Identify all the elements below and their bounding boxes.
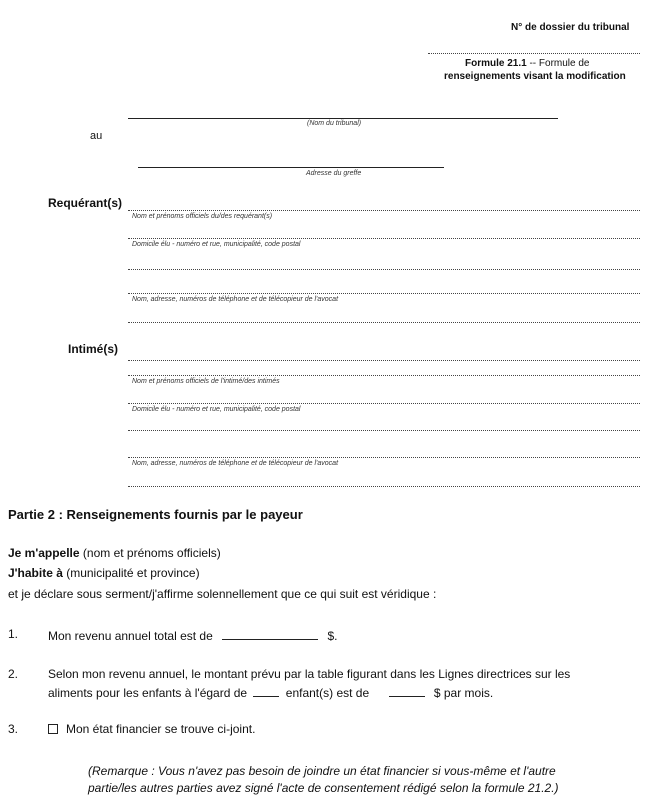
court-file-number-label: N° de dossier du tribunal [511, 22, 630, 33]
item1-row [48, 627, 337, 643]
item2-text-c: $ par mois. [433, 686, 494, 700]
item2-line1: Selon mon revenu annuel, le montant prévu par la table figurant dans les Lignes directrices sur les [48, 667, 571, 681]
item1-text: Mon revenu annuel total est de [48, 629, 213, 643]
payer-name-label: Je m'appelle [8, 546, 80, 560]
respondent-lawyer-field-2[interactable] [128, 486, 640, 487]
applicant-lawyer-field[interactable] [128, 293, 640, 294]
applicant-address-field-2[interactable] [128, 269, 640, 270]
respondent-address-caption: Domicile élu - numéro et rue, municipalité, code postal [132, 406, 301, 413]
note-line2: partie/les autres parties avez signé l'acte de consentement rédigé selon la formule 21.2.) [88, 781, 559, 795]
payer-name-row [8, 546, 221, 560]
item2-number: 2. [8, 667, 19, 681]
item3-number: 3. [8, 722, 19, 736]
item2-line2 [48, 684, 493, 700]
court-name-field[interactable] [128, 118, 558, 119]
note-line1: (Remarque : Vous n'avez pas besoin de joindre un état financier si vous-même et l'autre [88, 764, 556, 778]
payer-residence-label: J'habite à [8, 566, 63, 580]
item2-text-a: aliments pour les enfants à l'égard de [48, 686, 248, 700]
respondent-lawyer-field[interactable] [128, 457, 640, 458]
respondent-lawyer-caption: Nom, adresse, numéros de téléphone et de télécopieur de l'avocat [132, 460, 339, 467]
court-name-caption: (Nom du tribunal) [307, 120, 362, 127]
respondent-address-field[interactable] [128, 403, 640, 404]
payer-residence-hint: (municipalité et province) [62, 566, 200, 580]
applicant-lawyer-field-2[interactable] [128, 322, 640, 323]
payer-residence-row [8, 566, 200, 580]
court-address-field[interactable] [138, 167, 444, 168]
applicant-name-caption: Nom et prénoms officiels du/des requérant(s) [132, 213, 273, 220]
financial-statement-checkbox[interactable] [48, 724, 58, 734]
applicant-address-field[interactable] [128, 238, 640, 239]
respondent-name-field[interactable] [128, 360, 640, 361]
payer-name-hint: (nom et prénoms officiels) [79, 546, 221, 560]
item1-number: 1. [8, 627, 19, 641]
oath-statement: et je déclare sous serment/j'affirme solennellement que ce qui suit est véridique : [8, 587, 437, 601]
annual-income-field[interactable] [222, 627, 318, 640]
respondent-name-field-2[interactable] [128, 375, 640, 376]
item1-suffix: $. [327, 629, 338, 643]
respondent-address-field-2[interactable] [128, 430, 640, 431]
item2-text-b: enfant(s) est de [285, 686, 370, 700]
court-prefix: au [90, 130, 103, 142]
form-title-line1 [465, 58, 590, 69]
respondent-label: Intimé(s) [68, 342, 119, 356]
applicant-name-field[interactable] [128, 210, 640, 211]
applicant-lawyer-caption: Nom, adresse, numéros de téléphone et de télécopieur de l'avocat [132, 296, 339, 303]
court-file-number-field[interactable] [428, 53, 640, 54]
children-count-field[interactable] [253, 684, 279, 697]
applicant-label: Requérant(s) [48, 196, 123, 210]
part2-heading: Partie 2 : Renseignements fournis par le payeur [8, 507, 303, 522]
item3-text: Mon état financier se trouve ci-joint. [66, 722, 256, 736]
respondent-name-caption: Nom et prénoms officiels de l'intimé/des intimés [132, 378, 280, 385]
monthly-amount-field[interactable] [389, 684, 425, 697]
court-address-caption: Adresse du greffe [306, 170, 362, 177]
form-title-rest: -- Formule de [526, 58, 590, 69]
form-number: Formule 21.1 [465, 58, 527, 69]
item3-row [48, 722, 255, 736]
applicant-address-caption: Domicile élu - numéro et rue, municipalité, code postal [132, 241, 301, 248]
form-title-line2: renseignements visant la modification [444, 71, 626, 82]
